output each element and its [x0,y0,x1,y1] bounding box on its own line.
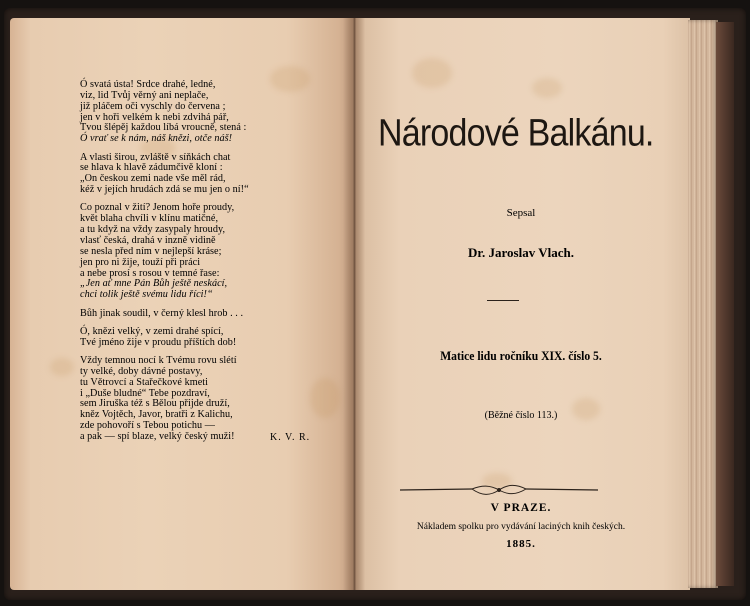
poem-line: Bůh jinak soudil, v černý klesl hrob . . . [80,307,244,319]
poem-line: „On českou zemi nade vše měl rád, [80,173,226,185]
poem-stanza [80,356,350,443]
poem-line: Ó, knězi velký, v zemi drahé spící, [80,325,224,337]
issue-number: (Běžné číslo 113.) [484,410,558,421]
divider-rule [487,300,519,301]
poem-line: viz, lid Tvůj věrný ani neplače, [80,89,209,101]
poem-line: vlasť česká, drahá v inzně vidině [80,234,216,246]
series-info: Matice lidu ročníku XIX. číslo 5. [440,349,602,363]
ornament-rule [398,483,600,497]
poem-line: zde pohovoří s Tebou potichu — [80,420,215,432]
poem-stanza [80,80,350,145]
poem-line: „Jen ať mne Pán Bůh ještě neskácí, [80,278,228,290]
poem-line: ty velké, doby dávné postavy, [80,365,203,377]
poem-line: již pláčem oči vyschly do červena ; [80,100,226,112]
poem-line: a nebe prosí s rosou v temné řase: [80,267,220,279]
poem-line: kéž v jejích hrudách zdá se mu jen o ní!“ [80,184,249,196]
poem-line: Ó svatá ústa! Srdce drahé, ledné, [80,79,216,90]
book-title: Národové Balkánu. [378,112,654,155]
publication-year: 1885. [506,538,536,550]
poem-line: i „Duše bludné“ Tebe pozdraví, [80,387,210,399]
poem-line: se nesla před ním v nejlepší kráse; [80,245,222,257]
poem-stanza [80,203,350,301]
poem-line: jen v hoři velkém k nebi zdvihá pář, [80,111,229,123]
poem-line: Tvou šlépěj každou líbá vroucně, stená : [80,122,247,134]
poem-stanza [80,327,350,349]
poem-line: Ó vrať se k nám, náš knězi, otče náš! [80,133,233,145]
poem-line: Tvé jméno žije v proudu příštích dob! [80,336,237,348]
poem-signature: K. V. R. [270,432,311,443]
poem-line: květ blaha chvíli v klínu matičné, [80,213,219,225]
poem-stanza [80,153,350,196]
back-cover-edge [716,22,734,586]
poem-line: A vlasti širou, zvláště v síňkách chat [80,151,231,163]
poem-line: chci tolik ještě svému lidu říci!“ [80,289,213,301]
publication-city: V PRAZE. [490,502,552,514]
poem-line: Co poznal v žití? Jenom hoře proudy, [80,202,235,214]
poem [80,80,350,450]
poem-line: tu Větrovcí a Stařečkové kmeti [80,376,209,388]
poem-stanza [80,309,350,320]
poem-line: kněz Vojtěch, Javor, bratři z Kalichu, [80,409,233,421]
poem-line: sem Jiruška též s Bělou přijde druží, [80,398,230,410]
poem-line: Vždy temnou nocí k Tvému rovu slétí [80,355,237,367]
poem-line: a pak — spí blaze, velký český muži! [80,430,235,442]
publisher-line: Nákladem spolku pro vydávání laciných knih českých. [416,522,626,532]
written-by-label: Sepsal [506,207,536,219]
page-edges [688,20,718,588]
poem-line: se hlava k hlavě zádumčivě kloní : [80,162,223,174]
poem-line: a tu když na vždy zasypaly hroudy, [80,224,226,236]
poem-line: jen pro ni žije, touží při práci [80,256,201,268]
author-name: Dr. Jaroslav Vlach. [468,245,574,260]
